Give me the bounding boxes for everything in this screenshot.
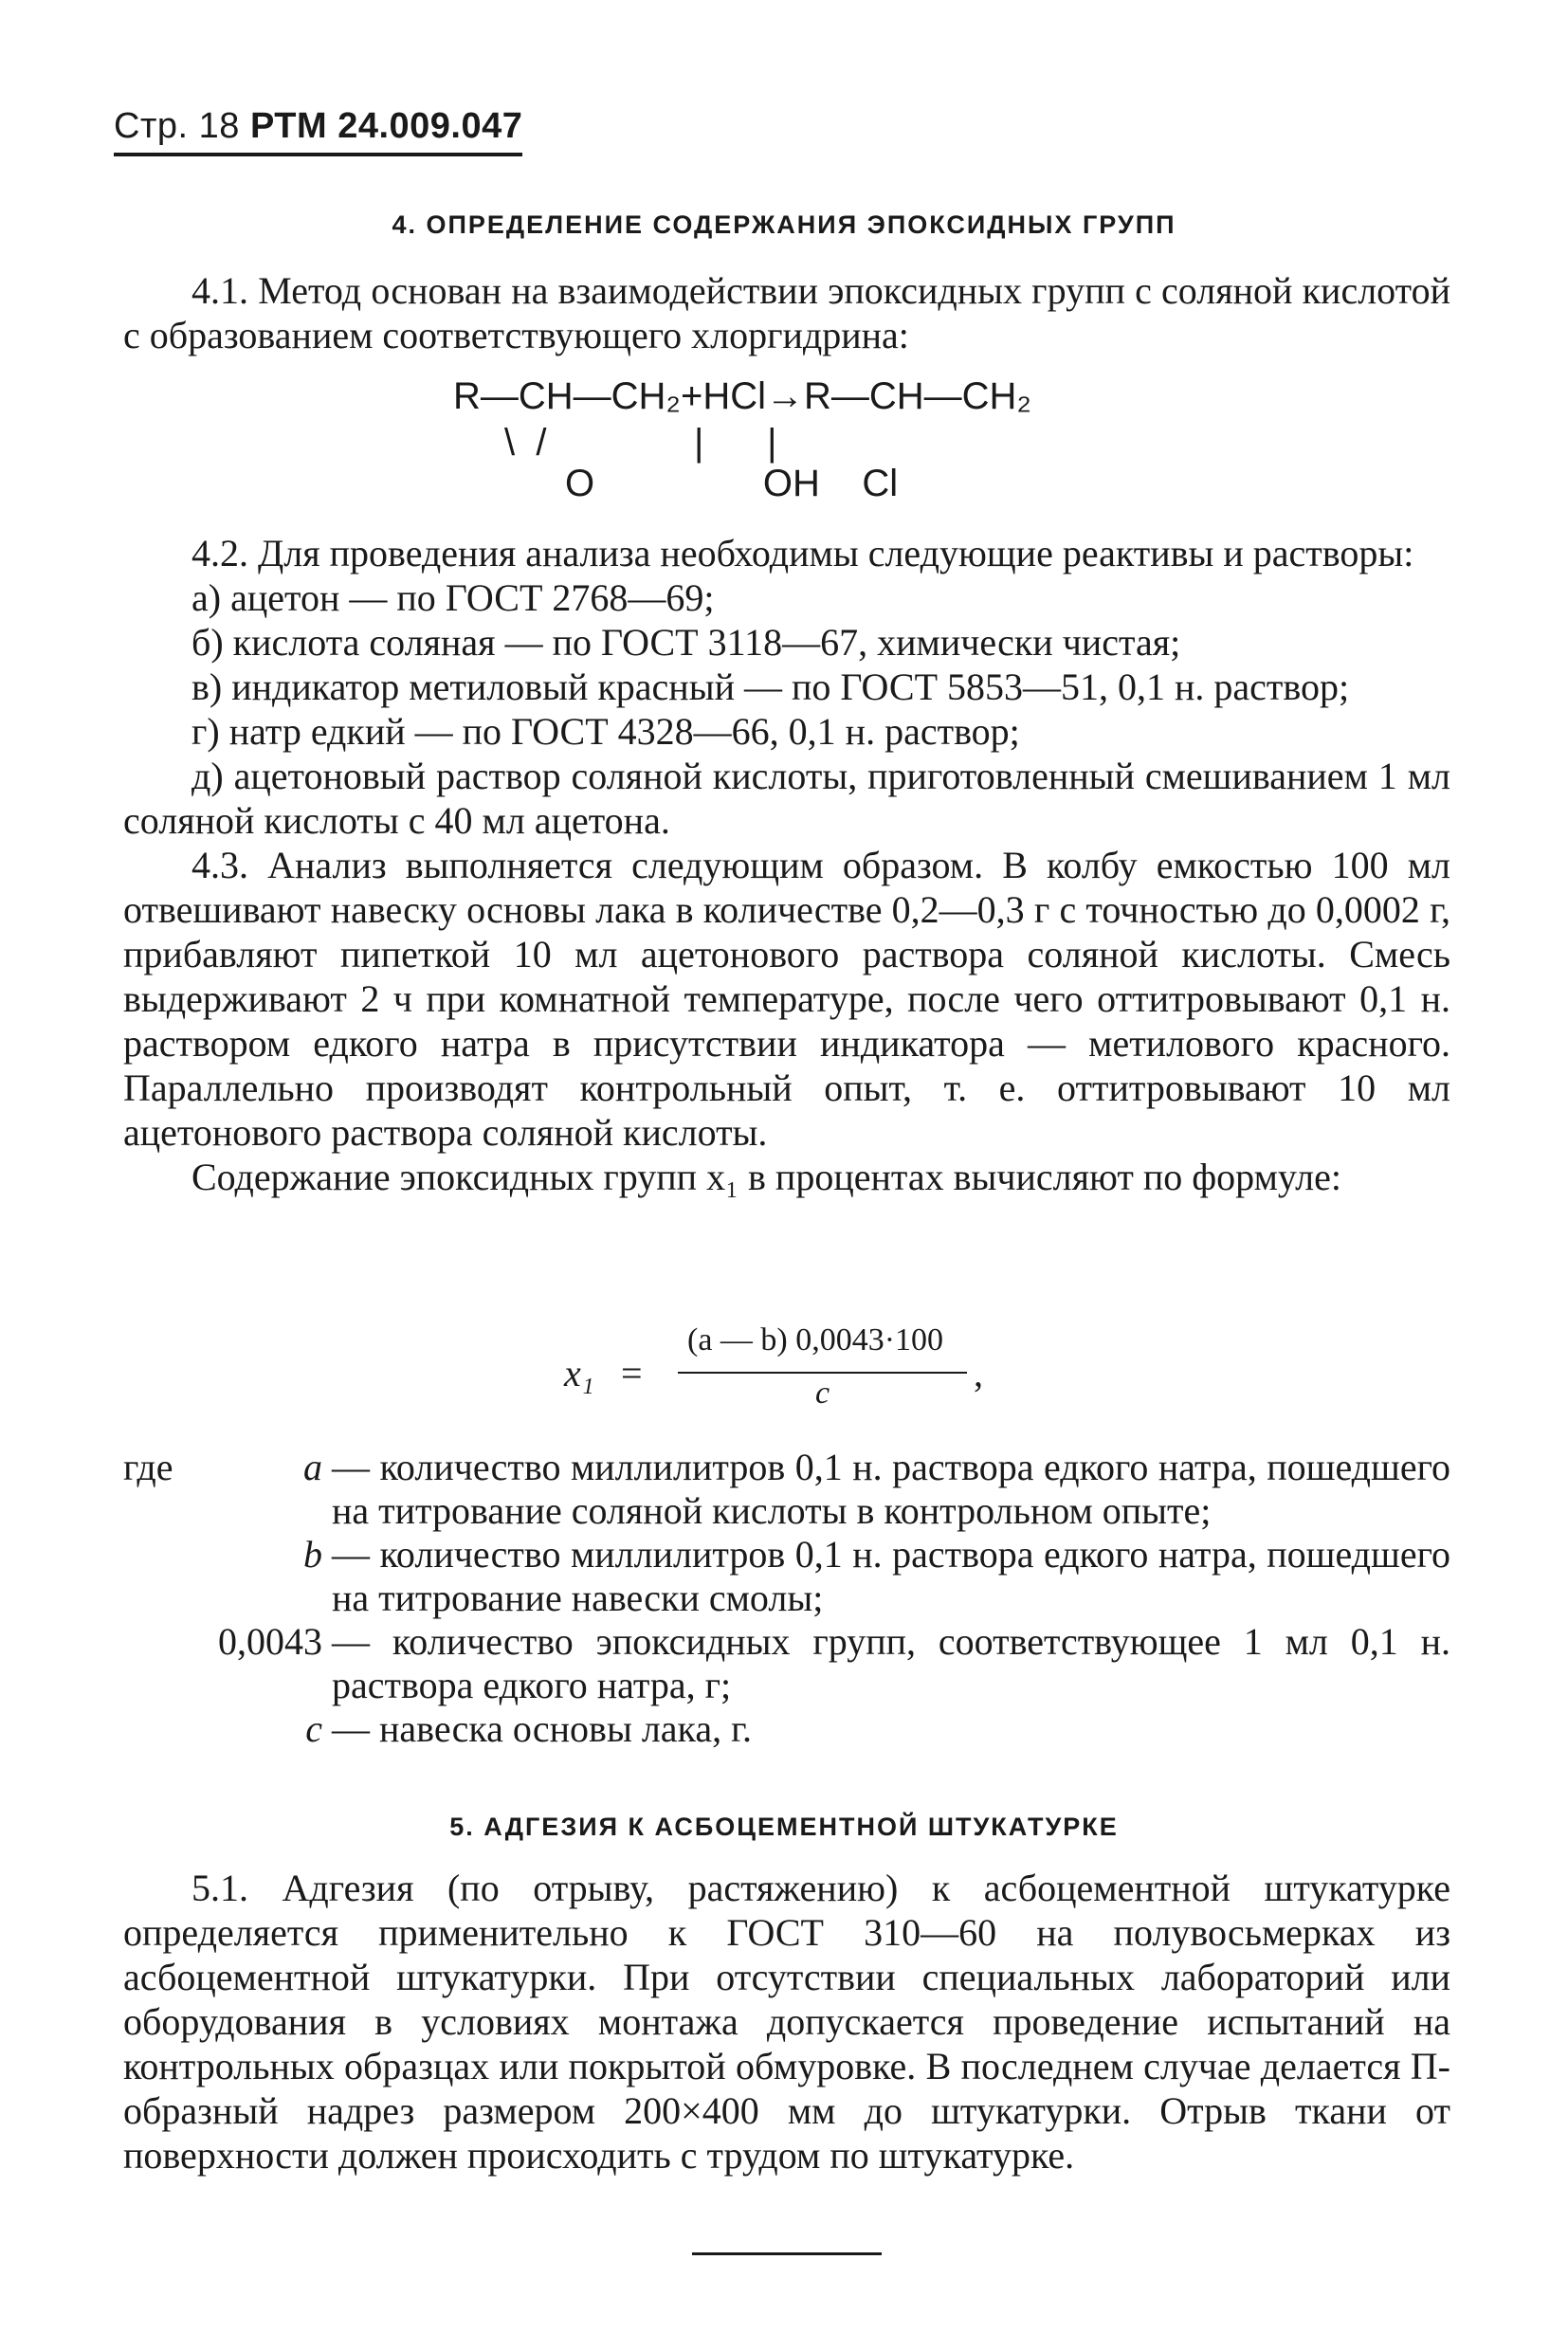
section-5-title: 5. АДГЕЗИЯ К АСБОЦЕМЕНТНОЙ ШТУКАТУРКЕ (449, 1813, 1119, 1841)
reaction-line-1: R—CH—CH₂+HCl→R—CH—CH₂ (453, 375, 1031, 417)
formula-equals: = (621, 1352, 643, 1394)
paragraph-4-1-text: 4.1. Метод основан на взаимодействии эпоксидных групп с соляной кислотой с образованием соответствующего хлоргидрина: (123, 269, 1450, 356)
section-4-title: 4. ОПРЕДЕЛЕНИЕ СОДЕРЖАНИЯ ЭПОКСИДНЫХ ГРУПП (392, 210, 1176, 239)
definition-symbol: a (303, 1446, 322, 1488)
definition-text: — навеска основы лака, г. (332, 1707, 753, 1750)
paragraph-4-1 (123, 268, 1450, 357)
paragraph-4-3: 4.3. Анализ выполняется следующим образом. В колбу емкостью 100 мл отвешивают навеску основы лака в количестве 0,2—0,3 г с точностью до 0,0002 г, прибавляют пипеткой 10 мл ацетонового раствора соляной кислоты. Смесь выдерживают 2 ч при комнатной температуре, после чего оттитровывают 0,1 н. раствором едкого натра в присутствии индикатора — метилового красного. Параллельно производят контрольный опыт, т. е. оттитровывают 10 мл ацетонового раствора соляной кислоты. (123, 844, 1450, 1154)
definition-text: — количество эпоксидных групп, соответствующее 1 мл 0,1 н. раствора едкого натра, г; (332, 1620, 1450, 1706)
formula-numerator: (a — b) 0,0043·100 (687, 1322, 944, 1358)
formula-x1 (526, 1322, 1057, 1427)
definition-symbol: b (303, 1533, 322, 1576)
document-code: РТМ 24.009.047 (249, 106, 523, 146)
paragraph-5-1 (123, 1866, 1450, 2178)
page-header (114, 106, 522, 156)
definition-row (123, 1533, 1450, 1620)
reaction-line-3: O OH Cl (565, 463, 899, 504)
formula-comma: , (974, 1352, 983, 1394)
formula-intro: Содержание эпоксидных групп x₁ в процентах вычисляют по формуле: (191, 1156, 1341, 1198)
definition-row (123, 1620, 1450, 1707)
where-label: где (123, 1446, 173, 1488)
fraction-bar (678, 1372, 967, 1374)
definition-text: — количество миллилитров 0,1 н. раствора едкого натра, пошедшего на титрование навески смолы; (332, 1533, 1450, 1619)
formula-denominator: c (815, 1376, 830, 1411)
page-number: Стр. 18 (114, 106, 240, 146)
paragraph-4-2-intro: 4.2. Для проведения анализа необходимы следующие реактивы и растворы: (191, 532, 1414, 574)
variable-definitions (123, 1446, 1450, 1751)
paragraph-5-1-text: 5.1. Адгезия (по отрыву, растяжению) к асбоцементной штукатурке определяется применительно к ГОСТ 310—60 на полувосьмерках из асбоцементной штукатурки. При отсутствии специальных лабораторий или оборудования в условиях монтажа допускается проведение испытаний на контрольных образцах или покрытой обмуровке. В последнем случае делается П-образный надрез размером 200×400 мм до штукатурки. Отрыв ткани от поверхности должен происходить с трудом по штукатурке. (123, 1867, 1450, 2177)
reagent-item: в) индикатор метиловый красный — по ГОСТ 5853—51, 0,1 н. раствор; (191, 665, 1350, 708)
reaction-line-2: \ / | | (504, 422, 777, 464)
definition-text: — количество миллилитров 0,1 н. раствора едкого натра, пошедшего на титрование соляной кислоты в контрольном опыте; (332, 1446, 1450, 1532)
formula-lhs: x₁ (564, 1352, 594, 1394)
reagent-item: б) кислота соляная — по ГОСТ 3118—67, химически чистая; (191, 621, 1181, 664)
definition-row (123, 1446, 1450, 1533)
definition-symbol: c (305, 1707, 322, 1750)
reagent-item: а) ацетон — по ГОСТ 2768—69; (191, 576, 715, 619)
paragraph-4-2 (123, 531, 1450, 1199)
definition-symbol: 0,0043 (218, 1620, 322, 1663)
footer-rule (692, 2252, 882, 2255)
definition-row (123, 1707, 1450, 1751)
reagent-item: г) натр едкий — по ГОСТ 4328—66, 0,1 н. раствор; (191, 710, 1020, 753)
reagent-item: д) ацетоновый раствор соляной кислоты, приготовленный смешиванием 1 мл соляной кислоты с 40 мл ацетона. (123, 755, 1450, 842)
